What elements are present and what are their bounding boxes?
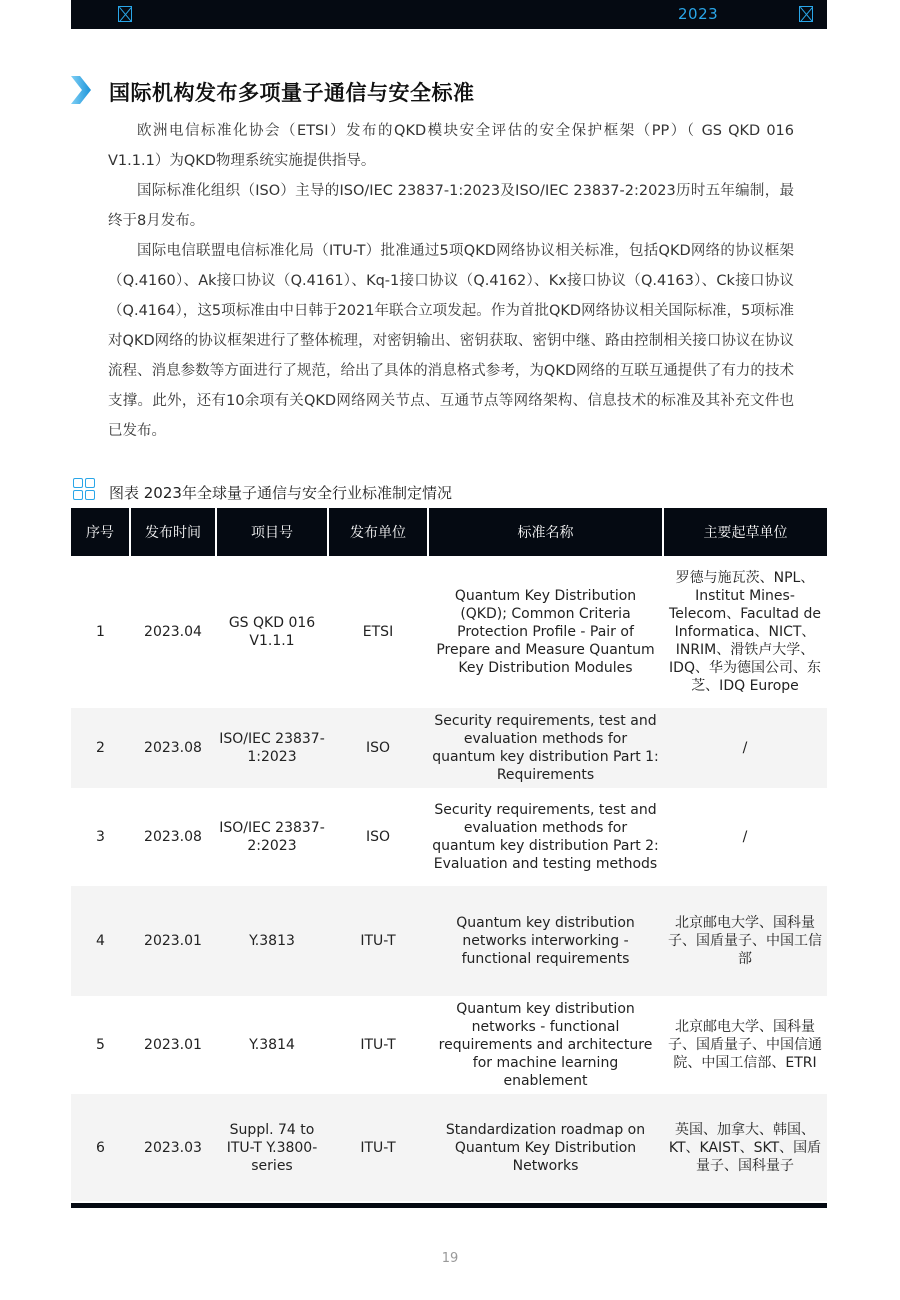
cell-publisher: ETSI bbox=[328, 556, 428, 708]
header-project: 项目号 bbox=[216, 508, 328, 556]
grid-chart-icon bbox=[71, 477, 97, 503]
cell-standard-name: Security requirements, test and evaluation methods for quantum key distribution Part 2: Evaluation and testing methods bbox=[428, 788, 663, 886]
cell-date: 2023.08 bbox=[130, 788, 216, 886]
header-publisher: 发布单位 bbox=[328, 508, 428, 556]
cell-standard-name: Quantum Key Distribution (QKD); Common Criteria Protection Profile - Pair of Prepare and Measure Quantum Key Distribution Modules bbox=[428, 556, 663, 708]
table-row bbox=[71, 1094, 827, 1201]
box-x-icon bbox=[799, 6, 813, 22]
section-title: 国际机构发布多项量子通信与安全标准 bbox=[109, 81, 475, 105]
standards-table bbox=[71, 508, 827, 1201]
cell-date: 2023.04 bbox=[130, 556, 216, 708]
page-number: 19 bbox=[441, 1251, 459, 1266]
cell-drafters: 罗德与施瓦茨、NPL、Institut Mines-Telecom、Facultad de Informatica、NICT、INRIM、滑铁卢大学、IDQ、华为德国公司、东芝、IDQ Europe bbox=[663, 556, 827, 708]
cell-no: 2 bbox=[71, 708, 130, 788]
cell-publisher: ISO bbox=[328, 708, 428, 788]
table-row bbox=[71, 708, 827, 788]
cell-project: ISO/IEC 23837-2:2023 bbox=[216, 788, 328, 886]
cell-project: Y.3814 bbox=[216, 996, 328, 1094]
cell-standard-name: Quantum key distribution networks - functional requirements and architecture for machine learning enablement bbox=[428, 996, 663, 1094]
table-row bbox=[71, 996, 827, 1094]
cell-drafters: 英国、加拿大、韩国、KT、KAIST、SKT、国盾量子、国科量子 bbox=[663, 1094, 827, 1201]
header-standard-name: 标准名称 bbox=[428, 508, 663, 556]
header-no: 序号 bbox=[71, 508, 130, 556]
cell-drafters: 北京邮电大学、国科量子、国盾量子、中国信通院、中国工信部、ETRI bbox=[663, 996, 827, 1094]
cell-date: 2023.08 bbox=[130, 708, 216, 788]
table-caption bbox=[71, 477, 831, 503]
cell-drafters: / bbox=[663, 788, 827, 886]
cell-project: GS QKD 016 V1.1.1 bbox=[216, 556, 328, 708]
cell-publisher: ITU-T bbox=[328, 1094, 428, 1201]
section-heading bbox=[71, 76, 831, 106]
cell-no: 5 bbox=[71, 996, 130, 1094]
paragraph-etsi: 欧洲电信标准化协会（ETSI）发布的QKD模块安全评估的安全保护框架（PP）（ GS QKD 016 V1.1.1）为QKD物理系统实施提供指导。 bbox=[108, 123, 794, 169]
cell-no: 6 bbox=[71, 1094, 130, 1201]
cell-standard-name: Standardization roadmap on Quantum Key Distribution Networks bbox=[428, 1094, 663, 1201]
table-bottom-rule bbox=[71, 1203, 827, 1208]
top-banner bbox=[71, 0, 827, 29]
table-row bbox=[71, 886, 827, 996]
cell-drafters: / bbox=[663, 708, 827, 788]
paragraph-iso: 国际标准化组织（ISO）主导的ISO/IEC 23837-1:2023及ISO/IEC 23837-2:2023历时五年编制，最终于8月发布。 bbox=[108, 183, 794, 229]
cell-no: 4 bbox=[71, 886, 130, 996]
caption-text: 图表 2023年全球量子通信与安全行业标准制定情况 bbox=[109, 484, 452, 502]
header-date: 发布时间 bbox=[130, 508, 216, 556]
cell-no: 1 bbox=[71, 556, 130, 708]
header-drafters: 主要起草单位 bbox=[663, 508, 827, 556]
header-year: 2023 bbox=[678, 5, 719, 23]
cell-project: Y.3813 bbox=[216, 886, 328, 996]
table-header-row bbox=[71, 508, 827, 556]
cell-date: 2023.01 bbox=[130, 996, 216, 1094]
body-text bbox=[108, 116, 794, 446]
cell-publisher: ISO bbox=[328, 788, 428, 886]
cell-publisher: ITU-T bbox=[328, 996, 428, 1094]
cell-standard-name: Security requirements, test and evaluation methods for quantum key distribution Part 1: Requirements bbox=[428, 708, 663, 788]
table-row bbox=[71, 788, 827, 886]
cell-project: ISO/IEC 23837-1:2023 bbox=[216, 708, 328, 788]
cell-standard-name: Quantum key distribution networks interworking - functional requirements bbox=[428, 886, 663, 996]
chevron-right-icon bbox=[71, 76, 91, 104]
box-x-icon bbox=[118, 6, 132, 22]
table-row bbox=[71, 556, 827, 708]
cell-date: 2023.03 bbox=[130, 1094, 216, 1201]
paragraph-itu: 国际电信联盟电信标准化局（ITU-T）批准通过5项QKD网络协议相关标准，包括QKD网络的协议框架（Q.4160）、Ak接口协议（Q.4161）、Kq-1接口协议（Q.4162）、Kx接口协议（Q.4163）、Ck接口协议（Q.4164），这5项标准由中日韩于2021年联合立项发起。作为首批QKD网络协议相关国际标准，5项标准对QKD网络的协议框架进行了整体梳理，对密钥输出、密钥获取、密钥中继、路由控制相关接口协议在协议流程、消息参数等方面进行了规范，给出了具体的消息格式参考，为QKD网络的互联互通提供了有力的技术支撑。此外，还有10余项有关QKD网络网关节点、互通节点等网络架构、信息技术的标准及其补充文件也已发布。 bbox=[108, 243, 794, 439]
cell-date: 2023.01 bbox=[130, 886, 216, 996]
cell-project: Suppl. 74 to ITU-T Y.3800-series bbox=[216, 1094, 328, 1201]
cell-publisher: ITU-T bbox=[328, 886, 428, 996]
cell-no: 3 bbox=[71, 788, 130, 886]
cell-drafters: 北京邮电大学、国科量子、国盾量子、中国工信部 bbox=[663, 886, 827, 996]
